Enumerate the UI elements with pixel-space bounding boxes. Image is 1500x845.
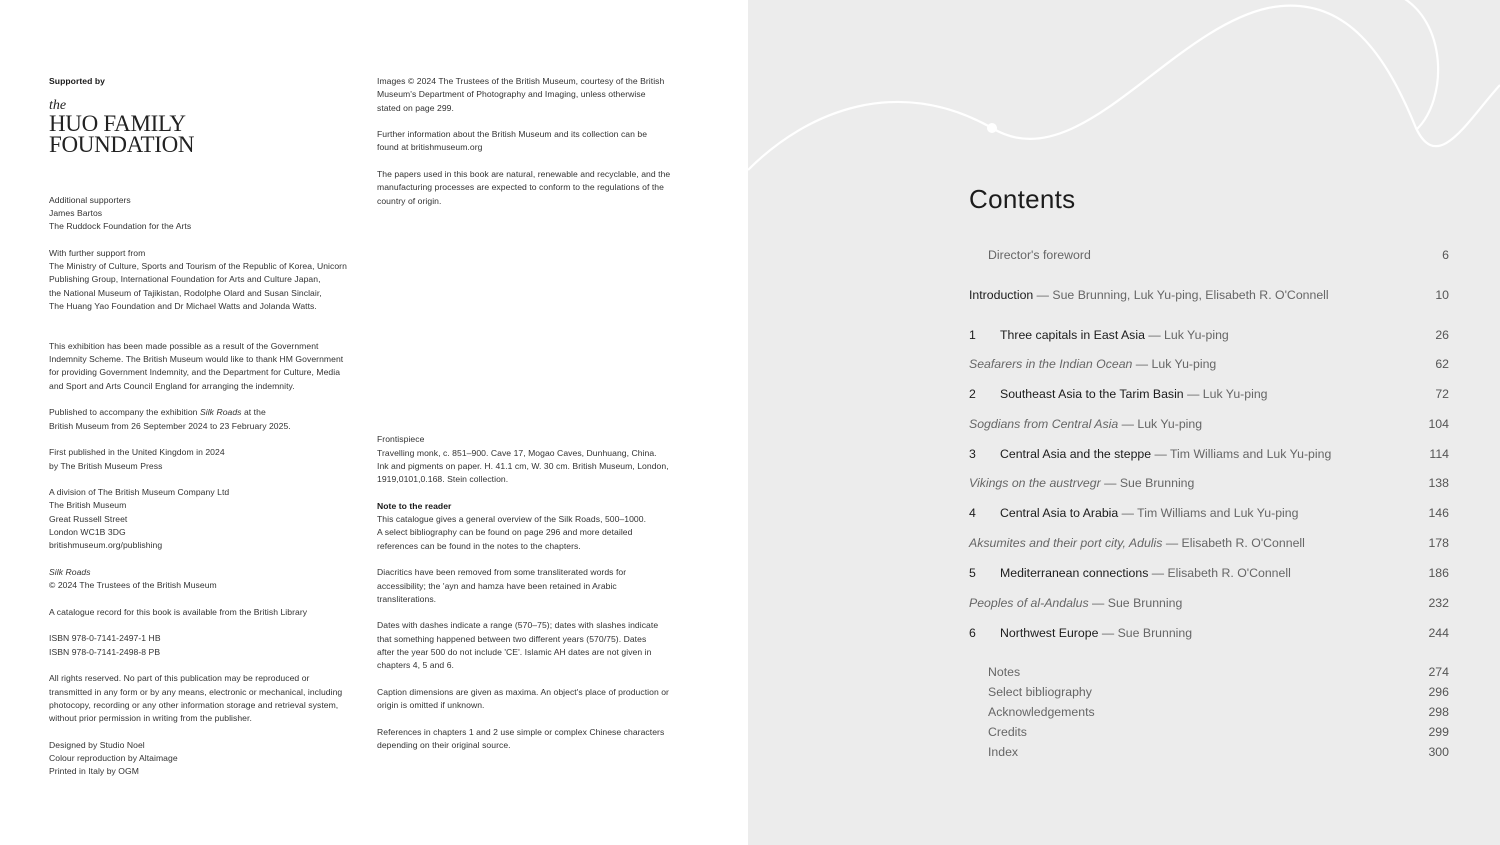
toc-chapter-number: 2 xyxy=(969,387,976,401)
toc-entry xyxy=(969,536,1449,554)
text-line: references can be found in the notes to the chapters. xyxy=(377,540,581,551)
toc-entry xyxy=(969,476,1449,494)
imprint-column-left xyxy=(49,75,369,792)
text-line: Dates with dashes indicate a range (570–75); dates with slashes indicate xyxy=(377,620,659,631)
text-line: manufacturing processes are expected to conform to the regulations of the xyxy=(377,182,664,193)
text-line: The Huang Yao Foundation and Dr Michael Watts and Jolanda Watts. xyxy=(49,300,317,311)
toc-page-number: 114 xyxy=(1429,447,1449,461)
text-line: References in chapters 1 and 2 use simple or complex Chinese characters xyxy=(377,726,665,737)
text-line: found at britishmuseum.org xyxy=(377,142,483,153)
toc-author: — Sue Brunning xyxy=(1100,476,1195,490)
toc-title xyxy=(1000,447,1331,461)
text-line: The papers used in this book are natural, renewable and recyclable, and the xyxy=(377,169,671,180)
toc-title xyxy=(969,476,1194,490)
toc-entry xyxy=(969,596,1449,614)
toc-title xyxy=(969,596,1182,610)
text-line: after the year 500 do not include 'CE'. Islamic AH dates are not given in xyxy=(377,647,652,658)
text-line: London WC1B 3DG xyxy=(49,527,126,538)
logo-line-1: HUO FAMILY xyxy=(49,111,186,136)
toc-chapter-number: 5 xyxy=(969,566,976,580)
toc-title xyxy=(1000,506,1298,520)
catalogue-record xyxy=(49,606,369,619)
text-span: at the xyxy=(241,407,266,418)
caption-note xyxy=(377,686,699,713)
toc-author: — Luk Yu-ping xyxy=(1118,417,1203,431)
text-line: without prior permission in writing from the publisher. xyxy=(49,713,252,724)
references-note xyxy=(377,726,699,753)
text-line: With further support from xyxy=(49,247,146,258)
toc-page-number: 186 xyxy=(1428,566,1449,580)
text-line: Diacritics have been removed from some transliterated words for xyxy=(377,567,627,578)
text-line: James Bartos xyxy=(49,207,103,218)
text-line: Indemnity Scheme. The British Museum would like to thank HM Government xyxy=(49,354,344,365)
toc-page-number: 274 xyxy=(1428,665,1449,679)
exhibition-title: Silk Roads xyxy=(199,407,242,418)
images-credit xyxy=(377,75,699,115)
toc-title-text: Central Asia to Arabia xyxy=(1000,506,1119,520)
toc-title xyxy=(1000,566,1291,580)
text-line: the National Museum of Tajikistan, Rodolphe Olard and Susan Sinclair, xyxy=(49,287,322,298)
published-statement xyxy=(49,406,369,433)
indemnity-statement xyxy=(49,340,369,393)
toc-entry xyxy=(969,725,1449,743)
isbn-hb: ISBN 978-0-7141-2497-1 HB xyxy=(49,633,161,644)
toc-chapter-number: 3 xyxy=(969,447,976,461)
toc-author: — Luk Yu-ping xyxy=(1132,357,1217,371)
toc-title-text: Acknowledgements xyxy=(988,705,1095,719)
text-line: and Sport and Arts Council England for arranging the indemnity. xyxy=(49,380,295,391)
text-line: Ink and pigments on paper. H. 41.1 cm, W. 30 cm. British Museum, London, xyxy=(377,460,669,471)
toc-title xyxy=(988,685,1092,699)
toc-author: — Elisabeth R. O'Connell xyxy=(1162,536,1305,550)
text-line: First published in the United Kingdom in 2024 xyxy=(49,447,225,458)
toc-entry xyxy=(969,447,1449,465)
toc-chapter-number: 4 xyxy=(969,506,976,520)
supported-by-heading: Supported by xyxy=(49,76,105,86)
toc-title xyxy=(1000,626,1192,640)
toc-entry xyxy=(969,328,1449,346)
toc-page-number: 6 xyxy=(1442,248,1449,262)
toc-title-text: Peoples of al-Andalus xyxy=(969,596,1089,610)
logo-line-2: FOUNDATION xyxy=(49,132,195,157)
toc-title-text: Vikings on the austrvegr xyxy=(969,476,1101,490)
toc-page-number: 296 xyxy=(1428,685,1449,699)
text-line: transliterations. xyxy=(377,593,437,604)
text-line: for providing Government Indemnity, and the Department for Culture, Media xyxy=(49,367,341,378)
rights-statement xyxy=(49,672,369,725)
paper-statement xyxy=(377,168,699,208)
toc-title xyxy=(988,665,1020,679)
first-published xyxy=(49,446,369,473)
toc-entry xyxy=(969,506,1449,524)
text-span: Published to accompany the exhibition xyxy=(49,407,200,418)
text-line: by The British Museum Press xyxy=(49,460,163,471)
isbn-block xyxy=(49,632,369,659)
toc-title xyxy=(1000,328,1229,342)
text-line: transmitted in any form or by any means, electronic or mechanical, including xyxy=(49,686,343,697)
text-line: Colour reproduction by Altaimage xyxy=(49,753,178,764)
toc-entry xyxy=(969,288,1449,306)
text-line: accessibility; the 'ayn and hamza have been retained in Arabic xyxy=(377,580,617,591)
publisher-address xyxy=(49,486,369,552)
note-heading: Note to the reader xyxy=(377,500,452,511)
toc-title xyxy=(988,725,1027,739)
text-line: A division of The British Museum Company Ltd xyxy=(49,487,230,498)
text-line: Publishing Group, International Foundation for Arts and Culture Japan, xyxy=(49,274,321,285)
isbn-pb: ISBN 978-0-7141-2498-8 PB xyxy=(49,646,161,657)
toc-author: — Luk Yu-ping xyxy=(1144,328,1229,342)
logo-the: the xyxy=(49,98,67,113)
toc-page-number: 62 xyxy=(1435,357,1449,371)
toc-page-number: 298 xyxy=(1428,705,1449,719)
toc-title xyxy=(1000,387,1268,401)
toc-title-text: Mediterranean connections xyxy=(1000,566,1149,580)
toc-title-text: Credits xyxy=(988,725,1027,739)
toc-page-number: 300 xyxy=(1428,745,1449,759)
toc-page-number: 299 xyxy=(1428,725,1449,739)
contents-title: Contents xyxy=(969,184,1076,214)
book-title: Silk Roads xyxy=(49,566,91,577)
toc-title xyxy=(969,288,1329,302)
toc-author: — Tim Williams and Luk Yu-ping xyxy=(1118,506,1299,520)
text-line: The British Museum xyxy=(49,500,127,511)
toc-page-number: 244 xyxy=(1428,626,1449,640)
text-line: Additional supporters xyxy=(49,194,131,205)
text-line: depending on their original source. xyxy=(377,740,511,751)
text-line: A catalogue record for this book is available from the British Library xyxy=(49,606,308,617)
toc-title-text: Select bibliography xyxy=(988,685,1092,699)
text-line: Travelling monk, c. 851–900. Cave 17, Mogao Caves, Dunhuang, China. xyxy=(377,447,657,458)
copyright-block xyxy=(49,566,369,593)
text-line xyxy=(49,406,369,419)
text-line: Caption dimensions are given as maxima. An object's place of production or xyxy=(377,686,669,697)
text-line: Further information about the British Museum and its collection can be xyxy=(377,129,648,140)
toc-page-number: 232 xyxy=(1428,596,1449,610)
toc-title xyxy=(969,536,1305,550)
text-line: Images © 2024 The Trustees of the British Museum, courtesy of the British xyxy=(377,76,665,86)
text-line: that something happened between two different years (570/75). Dates xyxy=(377,633,647,644)
publisher-link: britishmuseum.org/publishing xyxy=(49,540,163,551)
toc-entry xyxy=(969,248,1449,266)
toc-entry xyxy=(969,705,1449,723)
spacer xyxy=(49,327,369,340)
toc-title-text: Notes xyxy=(988,665,1021,679)
diacritics-note xyxy=(377,566,699,606)
toc-entry xyxy=(969,626,1449,644)
text-line: Frontispiece xyxy=(377,434,425,445)
toc-entry xyxy=(969,417,1449,435)
text-line: photocopy, recording or any other information storage and retrieval system, xyxy=(49,699,339,710)
text-line: Designed by Studio Noel xyxy=(49,739,145,750)
further-support xyxy=(49,247,369,313)
toc-title xyxy=(988,248,1091,262)
additional-supporters xyxy=(49,194,369,234)
imprint-column-right xyxy=(377,75,699,766)
toc-entry xyxy=(969,566,1449,584)
toc-title xyxy=(988,705,1095,719)
toc-author: — Luk Yu-ping xyxy=(1183,387,1268,401)
toc-page-number: 72 xyxy=(1435,387,1449,401)
toc-entry xyxy=(969,357,1449,375)
toc-page-number: 10 xyxy=(1435,288,1449,302)
toc-page-number: 138 xyxy=(1428,476,1449,490)
toc-title-text: Three capitals in East Asia xyxy=(1000,328,1145,342)
text-line: The Ruddock Foundation for the Arts xyxy=(49,221,192,232)
text-line: 1919,0101,0.168. Stein collection. xyxy=(377,474,509,485)
toc-entry xyxy=(969,685,1449,703)
dates-note xyxy=(377,619,699,672)
text-line: Museum's Department of Photography and Imaging, unless otherwise xyxy=(377,89,646,100)
toc-page-number: 104 xyxy=(1428,417,1449,431)
toc-author: — Elisabeth R. O'Connell xyxy=(1148,566,1291,580)
toc-page-number: 146 xyxy=(1428,506,1449,520)
toc-title-text: Introduction xyxy=(969,288,1034,302)
copyright-line: © 2024 The Trustees of the British Museum xyxy=(49,580,217,591)
toc-title xyxy=(969,417,1202,431)
toc-author: — Sue Brunning xyxy=(1098,626,1193,640)
toc-title-text: Director's foreword xyxy=(988,248,1091,262)
toc-title-text: Southeast Asia to the Tarim Basin xyxy=(1000,387,1184,401)
text-line: All rights reserved. No part of this publication may be reproduced or xyxy=(49,673,310,684)
toc-title xyxy=(969,357,1216,371)
contents-page xyxy=(748,0,1500,845)
note-to-reader xyxy=(377,500,699,553)
toc-entry xyxy=(969,665,1449,683)
spacer xyxy=(377,221,699,433)
toc-author: — Tim Williams and Luk Yu-ping xyxy=(1151,447,1332,461)
text-line: British Museum from 26 September 2024 to 23 February 2025. xyxy=(49,420,291,431)
huo-family-foundation-logo xyxy=(49,99,249,155)
text-line: The Ministry of Culture, Sports and Tourism of the Republic of Korea, Unicorn xyxy=(49,261,347,272)
text-line: A select bibliography can be found on page 296 and more detailed xyxy=(377,527,633,538)
text-line: chapters 4, 5 and 6. xyxy=(377,660,454,671)
text-line: country of origin. xyxy=(377,195,442,206)
text-line: Great Russell Street xyxy=(49,513,128,524)
toc-title-text: Sogdians from Central Asia xyxy=(969,417,1119,431)
imprint-page xyxy=(0,0,748,845)
text-line: origin is omitted if unknown. xyxy=(377,700,485,711)
toc-page-number: 178 xyxy=(1428,536,1449,550)
further-information xyxy=(377,128,699,155)
toc-entry xyxy=(969,745,1449,763)
toc-title-text: Central Asia and the steppe xyxy=(1000,447,1152,461)
text-line: stated on page 299. xyxy=(377,102,454,113)
toc-title xyxy=(988,745,1018,759)
production-credits xyxy=(49,739,369,779)
toc-entry xyxy=(969,387,1449,405)
toc-chapter-number: 6 xyxy=(969,626,976,640)
frontispiece-caption xyxy=(377,433,699,486)
toc-author: — Sue Brunning xyxy=(1088,596,1183,610)
toc-title-text: Seafarers in the Indian Ocean xyxy=(969,357,1133,371)
text-line: This exhibition has been made possible as a result of the Government xyxy=(49,340,319,351)
toc-chapter-number: 1 xyxy=(969,328,976,342)
toc-author: — Sue Brunning, Luk Yu-ping, Elisabeth R. O'Connell xyxy=(1033,288,1329,302)
text-line: This catalogue gives a general overview of the Silk Roads, 500–1000. xyxy=(377,514,647,525)
toc-page-number: 26 xyxy=(1435,328,1449,342)
toc-title-text: Aksumites and their port city, Adulis xyxy=(969,536,1163,550)
text-line: Printed in Italy by OGM xyxy=(49,766,139,777)
toc-title-text: Northwest Europe xyxy=(1000,626,1099,640)
toc-title-text: Index xyxy=(988,745,1019,759)
